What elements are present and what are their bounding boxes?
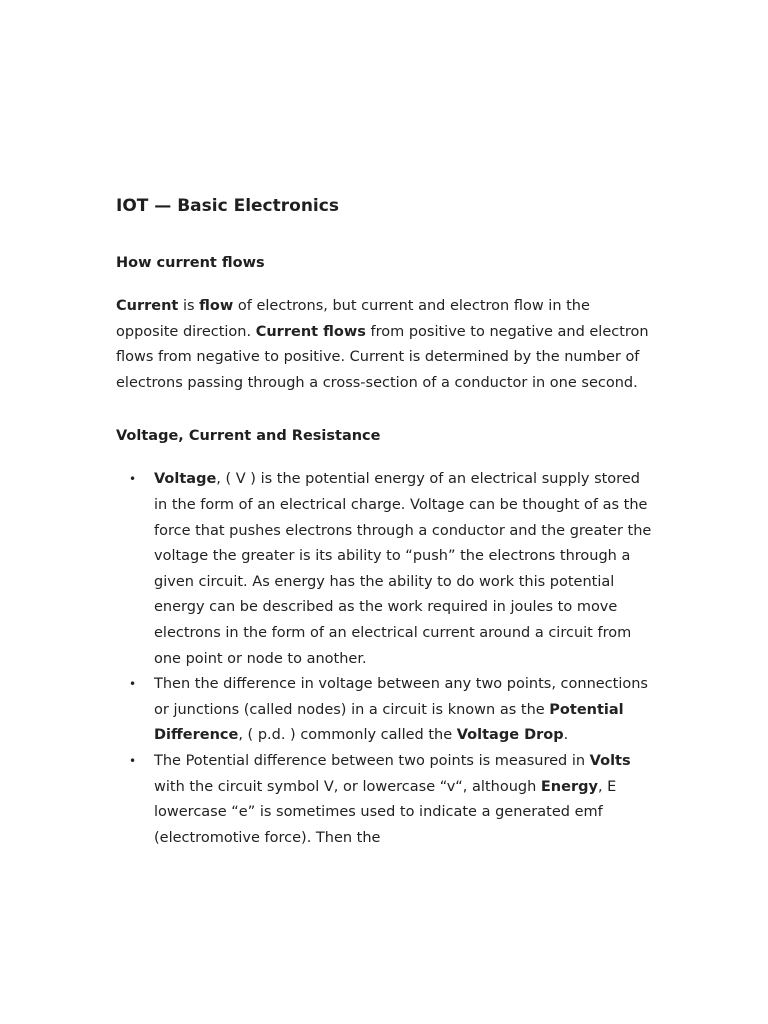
text-run: , ( p.d. ) commonly called the: [238, 727, 457, 744]
document-page: [116, 194, 656, 851]
text-run: flow: [199, 298, 234, 314]
paragraph-current-flow: [116, 294, 656, 396]
text-run: is: [178, 298, 200, 314]
text-run: , ( V ) is the potential energy of an electrical supply stored in the form of an electrical charge. Voltage can be thought of as the force that pushes electrons through a conductor and the greater the voltage the greater is its ability to “push” the electrons through a given circuit. As energy has the ability to do work this potential energy can be described as the work required in joules to move electrons in the form of an electrical current around a circuit from one point or node to another.: [154, 471, 652, 667]
text-run: Then the difference in voltage between any two points, connections or junctions (called nodes) in a circuit is known as the: [154, 676, 648, 718]
text-run: Energy: [540, 778, 598, 795]
text-run: with the circuit symbol V, or lowercase “v“, although: [154, 778, 541, 795]
text-run: The Potential difference between two points is measured in: [154, 752, 590, 769]
list-item-voltage: [129, 467, 656, 672]
text-run: from positive to negative and electron flows from negative to positive. Current is determined by the number of electrons passing through a cross-section of a conductor in one second.: [116, 323, 649, 391]
bullet-marker: •: [129, 472, 137, 487]
text-run: Voltage: [154, 471, 217, 488]
section-heading-voltage-current-resistance: Voltage, Current and Resistance: [116, 428, 381, 445]
bullet-list: [116, 467, 656, 851]
text-run: , E lowercase “e” is sometimes used to indicate a generated emf (electromotive force). Then the: [154, 778, 617, 846]
text-run: Current: [116, 298, 179, 314]
text-run: Voltage Drop: [456, 727, 564, 744]
bullet-marker: •: [129, 677, 137, 692]
text-run: Potential Difference: [154, 701, 624, 744]
text-run: .: [563, 727, 569, 744]
bullet-marker: •: [129, 753, 137, 768]
section-heading-current: How current flows: [116, 255, 265, 271]
text-run: of electrons, but current and electron flow in the opposite direction.: [116, 298, 590, 340]
list-item-volts: [129, 749, 656, 851]
list-item-potential-difference: [129, 672, 656, 749]
text-run: Volts: [589, 752, 631, 769]
text-run: Current flows: [255, 323, 366, 340]
document-title: IOT — Basic Electronics: [116, 196, 339, 216]
